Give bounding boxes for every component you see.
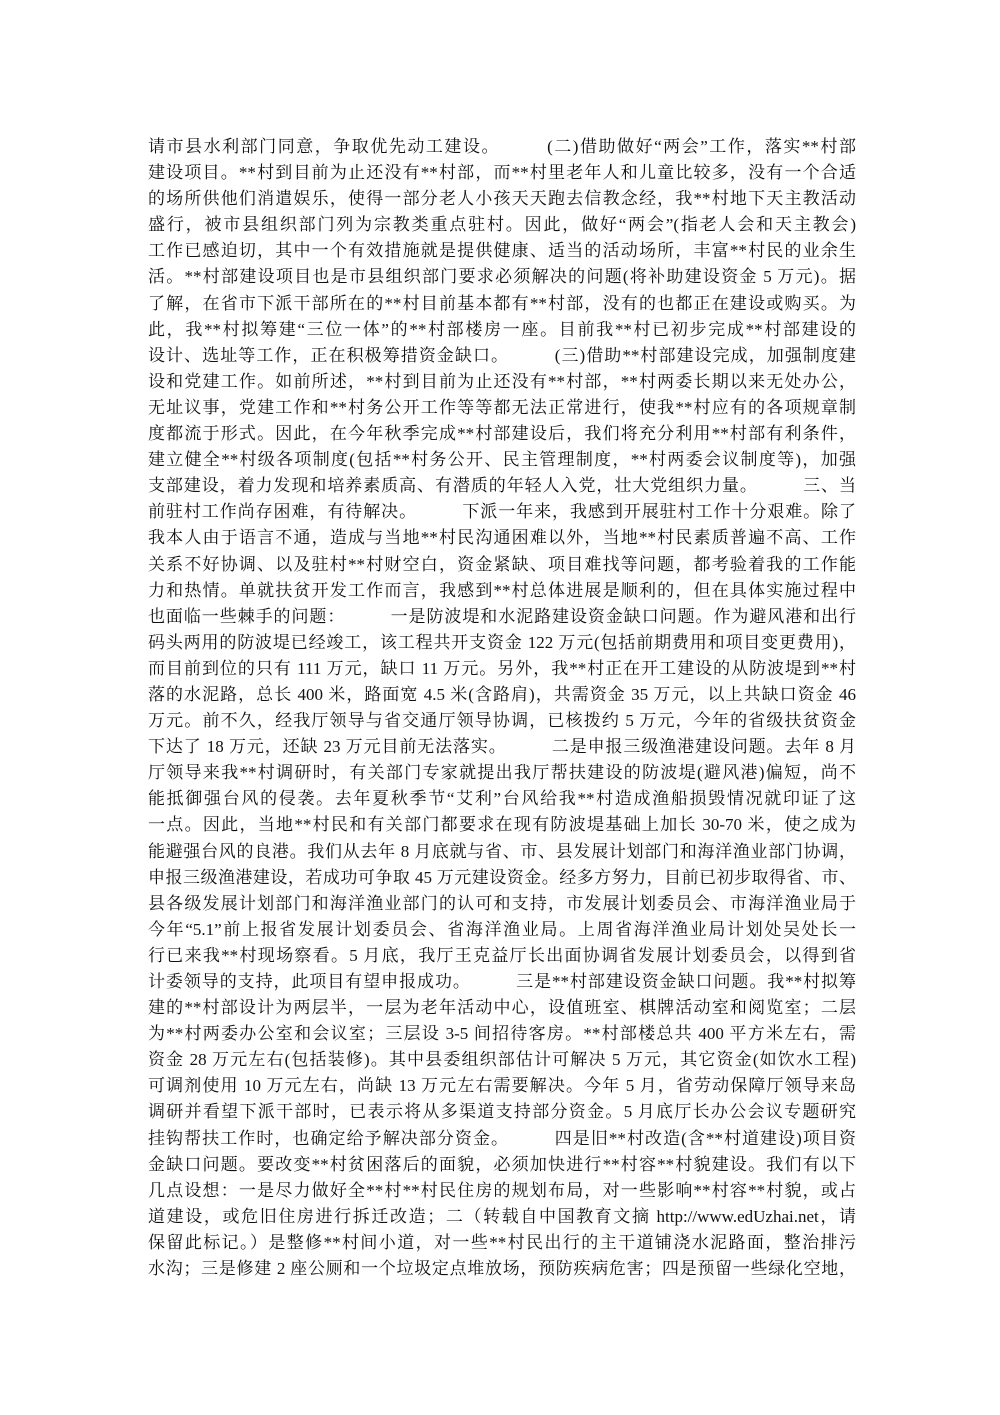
text-line: 可调剂使用 10 万元左右，尚缺 13 万元左右需要解决。今年 5 月，省劳动保障厅领导来岛 (148, 1076, 856, 1096)
text-line: 厅领导来我**村调研时，有关部门专家就提出我厅帮扶建设的防波堤(避风港)偏短，尚不 (148, 763, 856, 783)
text-line: 几点设想：一是尽力做好全**村**村民住房的规划布局，对一些影响**村容**村貌，或占 (148, 1180, 856, 1200)
text-line: 建的**村部设计为两层半，一层为老年活动中心，设值班室、棋牌活动室和阅览室；二层 (148, 998, 856, 1018)
text-line: 下达了 18 万元，还缺 23 万元目前无法落实。 二是申报三级渔港建设问题。去年 8 月 (148, 737, 856, 757)
text-line: 为**村两委办公室和会议室；三层设 3-5 间招待客房。**村部楼总共 400 平方米左右，需 (148, 1024, 856, 1044)
text-line: 县各级发展计划部门和海洋渔业部门的认可和支持，市发展计划委员会、市海洋渔业局于 (148, 893, 856, 913)
text-line: 计委领导的支持，此项目有望申报成功。 三是**村部建设资金缺口问题。我**村拟筹 (148, 972, 856, 991)
text-line: 能避强台风的良港。我们从去年 8 月底就与省、市、县发展计划部门和海洋渔业部门协调， (148, 841, 856, 861)
text-line: 金缺口问题。要改变**村贫困落后的面貌，必须加快进行**村容**村貌建设。我们有以下 (148, 1154, 856, 1174)
text-line: 而目前到位的只有 111 万元，缺口 11 万元。另外，我**村正在开工建设的从防波堤到**村 (148, 658, 856, 678)
text-line: 此，我**村拟筹建“三位一体”的**村部楼房一座。目前我**村已初步完成**村部建设的 (148, 319, 856, 339)
text-line: 的场所供他们消遣娱乐，使得一部分老人小孩天天跑去信教念经，我**村地下天主教活动 (148, 189, 856, 209)
text-line: 建立健全**村级各项制度(包括**村务公开、民主管理制度，**村两委会议制度等)，加强 (148, 450, 856, 470)
text-line: 建设项目。**村到目前为止还没有**村部，而**村里老年人和儿童比较多，没有一个合适 (148, 163, 856, 183)
text-line: 也面临一些棘手的问题： 一是防波堤和水泥路建设资金缺口问题。作为避风港和出行 (148, 606, 856, 626)
text-line: 行已来我**村现场察看。5 月底，我厅王克益厅长出面协调省发展计划委员会，以得到省 (148, 945, 856, 965)
text-line: 道建设，或危旧住房进行拆迁改造；二（转载自中国教育文摘 http://www.edUzhai.net，请 (148, 1206, 856, 1226)
text-line: 挂钩帮扶工作时，也确定给予解决部分资金。 四是旧**村改造(含**村道建设)项目资 (148, 1128, 856, 1148)
text-line: 今年“5.1”前上报省发展计划委员会、省海洋渔业局。上周省海洋渔业局计划处吴处长一 (148, 919, 856, 939)
text-line: 申报三级渔港建设，若成功可争取 45 万元建设资金。经多方努力，目前已初步取得省、市、 (148, 867, 856, 887)
text-line: 关系不好协调、以及驻村**村财空白，资金紧缺、项目难找等问题，都考验着我的工作能 (148, 554, 856, 574)
text-line: 力和热情。单就扶贫开发工作而言，我感到**村总体进展是顺利的，但在具体实施过程中 (148, 580, 856, 600)
text-line: 盛行，被市县组织部门列为宗教类重点驻村。因此，做好“两会”(指老人会和天主教会) (148, 215, 856, 235)
text-line: 我本人由于语言不通，造成与当地**村民沟通困难以外，当地**村民素质普遍不高、工作 (148, 528, 856, 548)
text-line: 请市县水利部门同意，争取优先动工建设。 (二)借助做好“两会”工作，落实**村部 (148, 137, 856, 156)
text-line: 无址议事，党建工作和**村务公开工作等等都无法正常进行，使我**村应有的各项规章制 (148, 397, 856, 417)
text-line: 资金 28 万元左右(包括装修)。其中县委组织部估计可解决 5 万元，其它资金(如饮水工程) (148, 1050, 856, 1070)
text-line: 支部建设，着力发现和培养素质高、有潜质的年轻人入党，壮大党组织力量。 三、当 (148, 476, 856, 496)
text-line: 了解，在省市下派干部所在的**村目前基本都有**村部，没有的也都正在建设或购买。为 (148, 293, 856, 313)
text-line: 水沟；三是修建 2 座公厕和一个垃圾定点堆放场，预防疾病危害；四是预留一些绿化空地， (148, 1259, 856, 1279)
text-line: 度都流于形式。因此，在今年秋季完成**村部建设后，我们将充分利用**村部有利条件， (148, 424, 856, 444)
text-line: 前驻村工作尚存困难，有待解决。 下派一年来，我感到开展驻村工作十分艰难。除了 (148, 502, 856, 522)
text-line: 设和党建工作。如前所述，**村到目前为止还没有**村部，**村两委长期以来无处办公， (148, 371, 856, 391)
text-line: 保留此标记。）是整修**村间小道，对一些**村民出行的主干道铺浇水泥路面，整治排污 (148, 1232, 856, 1252)
document-body (148, 134, 856, 1282)
text-line: 工作已感迫切，其中一个有效措施就是提供健康、适当的活动场所，丰富**村民的业余生 (148, 241, 856, 261)
text-line: 活。**村部建设项目也是市县组织部门要求必须解决的问题(将补助建设资金 5 万元)。据 (148, 267, 856, 287)
text-line: 落的水泥路，总长 400 米，路面宽 4.5 米(含路肩)，共需资金 35 万元，以上共缺口资金 46 (148, 684, 856, 704)
text-line: 能抵御强台风的侵袭。去年夏秋季节“艾利”台风给我**村造成渔船损毁情况就印证了这 (148, 789, 856, 809)
text-line: 设计、选址等工作，正在积极筹措资金缺口。 (三)借助**村部建设完成，加强制度建 (148, 345, 856, 365)
text-line: 调研并看望下派干部时，已表示将从多渠道支持部分资金。5 月底厅长办公会议专题研究 (148, 1102, 856, 1122)
text-line: 一点。因此，当地**村民和有关部门都要求在现有防波堤基础上加长 30-70 米，使之成为 (148, 815, 856, 835)
text-line: 码头两用的防波堤已经竣工，该工程共开支资金 122 万元(包括前期费用和项目变更费用)， (148, 632, 856, 652)
text-line: 万元。前不久，经我厅领导与省交通厅领导协调，已核拨约 5 万元，今年的省级扶贫资金 (148, 711, 856, 731)
